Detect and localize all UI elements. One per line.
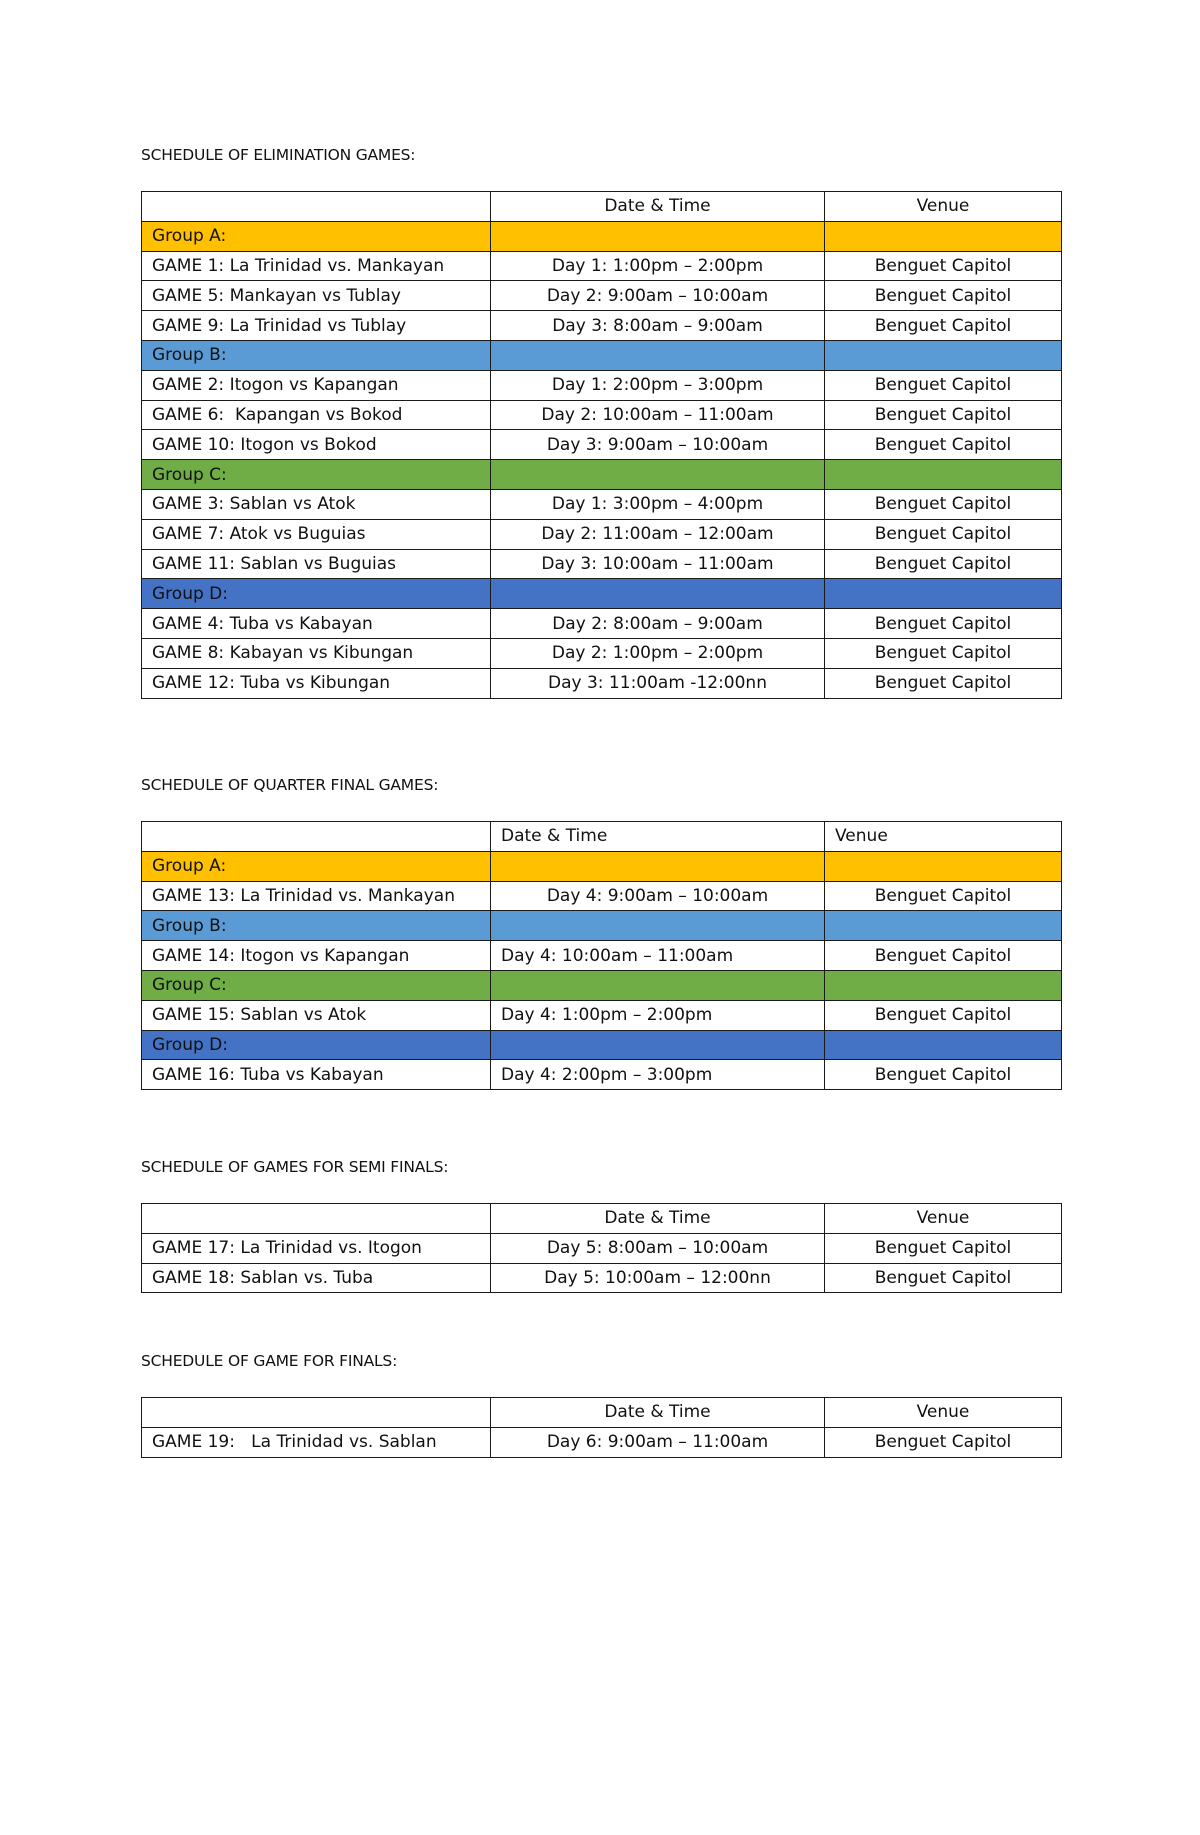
group-label: Group A: [142,221,491,251]
game-cell: GAME 19: La Trinidad vs. Sablan [142,1427,491,1457]
time-cell: Day 3: 9:00am – 10:00am [491,430,825,460]
quarter-table [141,821,1062,1090]
time-cell: Day 6: 9:00am – 11:00am [491,1427,825,1457]
time-cell: Day 4: 1:00pm – 2:00pm [491,1000,825,1030]
venue-header: Venue [825,192,1062,222]
group-label: Group B: [142,340,491,370]
date-time-header: Date & Time [491,1204,825,1234]
table-row [142,1233,1062,1263]
venue-cell: Benguet Capitol [825,1060,1062,1090]
game-cell: GAME 2: Itogon vs Kapangan [142,370,491,400]
group-label: Group D: [142,1030,491,1060]
time-cell: Day 2: 11:00am – 12:00am [491,519,825,549]
time-cell: Day 2: 10:00am – 11:00am [491,400,825,430]
game-cell: GAME 14: Itogon vs Kapangan [142,941,491,971]
venue-cell: Benguet Capitol [825,400,1062,430]
group-label: Group B: [142,911,491,941]
table-header-row [142,822,1062,852]
table-row [142,1060,1062,1090]
game-cell: GAME 4: Tuba vs Kabayan [142,609,491,639]
table-row [142,311,1062,341]
venue-header: Venue [825,1204,1062,1234]
table-row [142,519,1062,549]
venue-cell: Benguet Capitol [825,668,1062,698]
time-cell: Day 4: 2:00pm – 3:00pm [491,1060,825,1090]
semi-table [141,1203,1062,1293]
elimination-title: SCHEDULE OF ELIMINATION GAMES: [141,146,416,164]
venue-cell: Benguet Capitol [825,609,1062,639]
table-row [142,638,1062,668]
time-cell: Day 1: 1:00pm – 2:00pm [491,251,825,281]
game-cell: GAME 1: La Trinidad vs. Mankayan [142,251,491,281]
time-cell: Day 4: 9:00am – 10:00am [491,881,825,911]
venue-cell: Benguet Capitol [825,941,1062,971]
group-row [142,579,1062,609]
table-row [142,881,1062,911]
time-cell: Day 5: 10:00am – 12:00nn [491,1263,825,1293]
game-cell: GAME 18: Sablan vs. Tuba [142,1263,491,1293]
finals-title: SCHEDULE OF GAME FOR FINALS: [141,1352,398,1370]
time-cell: Day 1: 3:00pm – 4:00pm [491,489,825,519]
group-row [142,911,1062,941]
game-cell: GAME 11: Sablan vs Buguias [142,549,491,579]
group-row [142,970,1062,1000]
time-cell: Day 2: 9:00am – 10:00am [491,281,825,311]
game-cell: GAME 7: Atok vs Buguias [142,519,491,549]
game-cell: GAME 9: La Trinidad vs Tublay [142,311,491,341]
table-row [142,430,1062,460]
game-cell: GAME 16: Tuba vs Kabayan [142,1060,491,1090]
table-header-row [142,192,1062,222]
time-cell: Day 4: 10:00am – 11:00am [491,941,825,971]
table-row [142,281,1062,311]
venue-cell: Benguet Capitol [825,519,1062,549]
table-row [142,941,1062,971]
table-header-row [142,1398,1062,1428]
venue-cell: Benguet Capitol [825,311,1062,341]
time-cell: Day 3: 10:00am – 11:00am [491,549,825,579]
date-time-header: Date & Time [491,192,825,222]
time-cell: Day 1: 2:00pm – 3:00pm [491,370,825,400]
group-label: Group C: [142,460,491,490]
quarter-title: SCHEDULE OF QUARTER FINAL GAMES: [141,776,439,794]
venue-cell: Benguet Capitol [825,370,1062,400]
venue-cell: Benguet Capitol [825,430,1062,460]
venue-cell: Benguet Capitol [825,281,1062,311]
date-time-header: Date & Time [491,822,825,852]
table-row [142,251,1062,281]
venue-cell: Benguet Capitol [825,251,1062,281]
table-row [142,1263,1062,1293]
venue-cell: Benguet Capitol [825,489,1062,519]
game-cell: GAME 13: La Trinidad vs. Mankayan [142,881,491,911]
table-row [142,489,1062,519]
game-cell: GAME 3: Sablan vs Atok [142,489,491,519]
table-row [142,1000,1062,1030]
semi-title: SCHEDULE OF GAMES FOR SEMI FINALS: [141,1158,449,1176]
elimination-table [141,191,1062,699]
venue-cell: Benguet Capitol [825,1000,1062,1030]
venue-cell: Benguet Capitol [825,1233,1062,1263]
venue-cell: Benguet Capitol [825,1427,1062,1457]
finals-table [141,1397,1062,1458]
table-header-row [142,1204,1062,1234]
game-cell: GAME 17: La Trinidad vs. Itogon [142,1233,491,1263]
table-row [142,668,1062,698]
group-label: Group C: [142,970,491,1000]
group-label: Group D: [142,579,491,609]
game-cell: GAME 6: Kapangan vs Bokod [142,400,491,430]
group-row [142,221,1062,251]
game-cell: GAME 10: Itogon vs Bokod [142,430,491,460]
venue-cell: Benguet Capitol [825,881,1062,911]
time-cell: Day 2: 8:00am – 9:00am [491,609,825,639]
venue-header: Venue [825,822,1062,852]
group-row [142,851,1062,881]
group-row [142,1030,1062,1060]
game-cell: GAME 12: Tuba vs Kibungan [142,668,491,698]
venue-cell: Benguet Capitol [825,549,1062,579]
venue-cell: Benguet Capitol [825,1263,1062,1293]
table-row [142,609,1062,639]
date-time-header: Date & Time [491,1398,825,1428]
group-row [142,460,1062,490]
time-cell: Day 3: 11:00am -12:00nn [491,668,825,698]
table-row [142,549,1062,579]
table-row [142,400,1062,430]
venue-cell: Benguet Capitol [825,638,1062,668]
table-row [142,1427,1062,1457]
group-row [142,340,1062,370]
time-cell: Day 3: 8:00am – 9:00am [491,311,825,341]
group-label: Group A: [142,851,491,881]
game-cell: GAME 15: Sablan vs Atok [142,1000,491,1030]
game-cell: GAME 5: Mankayan vs Tublay [142,281,491,311]
time-cell: Day 5: 8:00am – 10:00am [491,1233,825,1263]
time-cell: Day 2: 1:00pm – 2:00pm [491,638,825,668]
table-row [142,370,1062,400]
venue-header: Venue [825,1398,1062,1428]
game-cell: GAME 8: Kabayan vs Kibungan [142,638,491,668]
